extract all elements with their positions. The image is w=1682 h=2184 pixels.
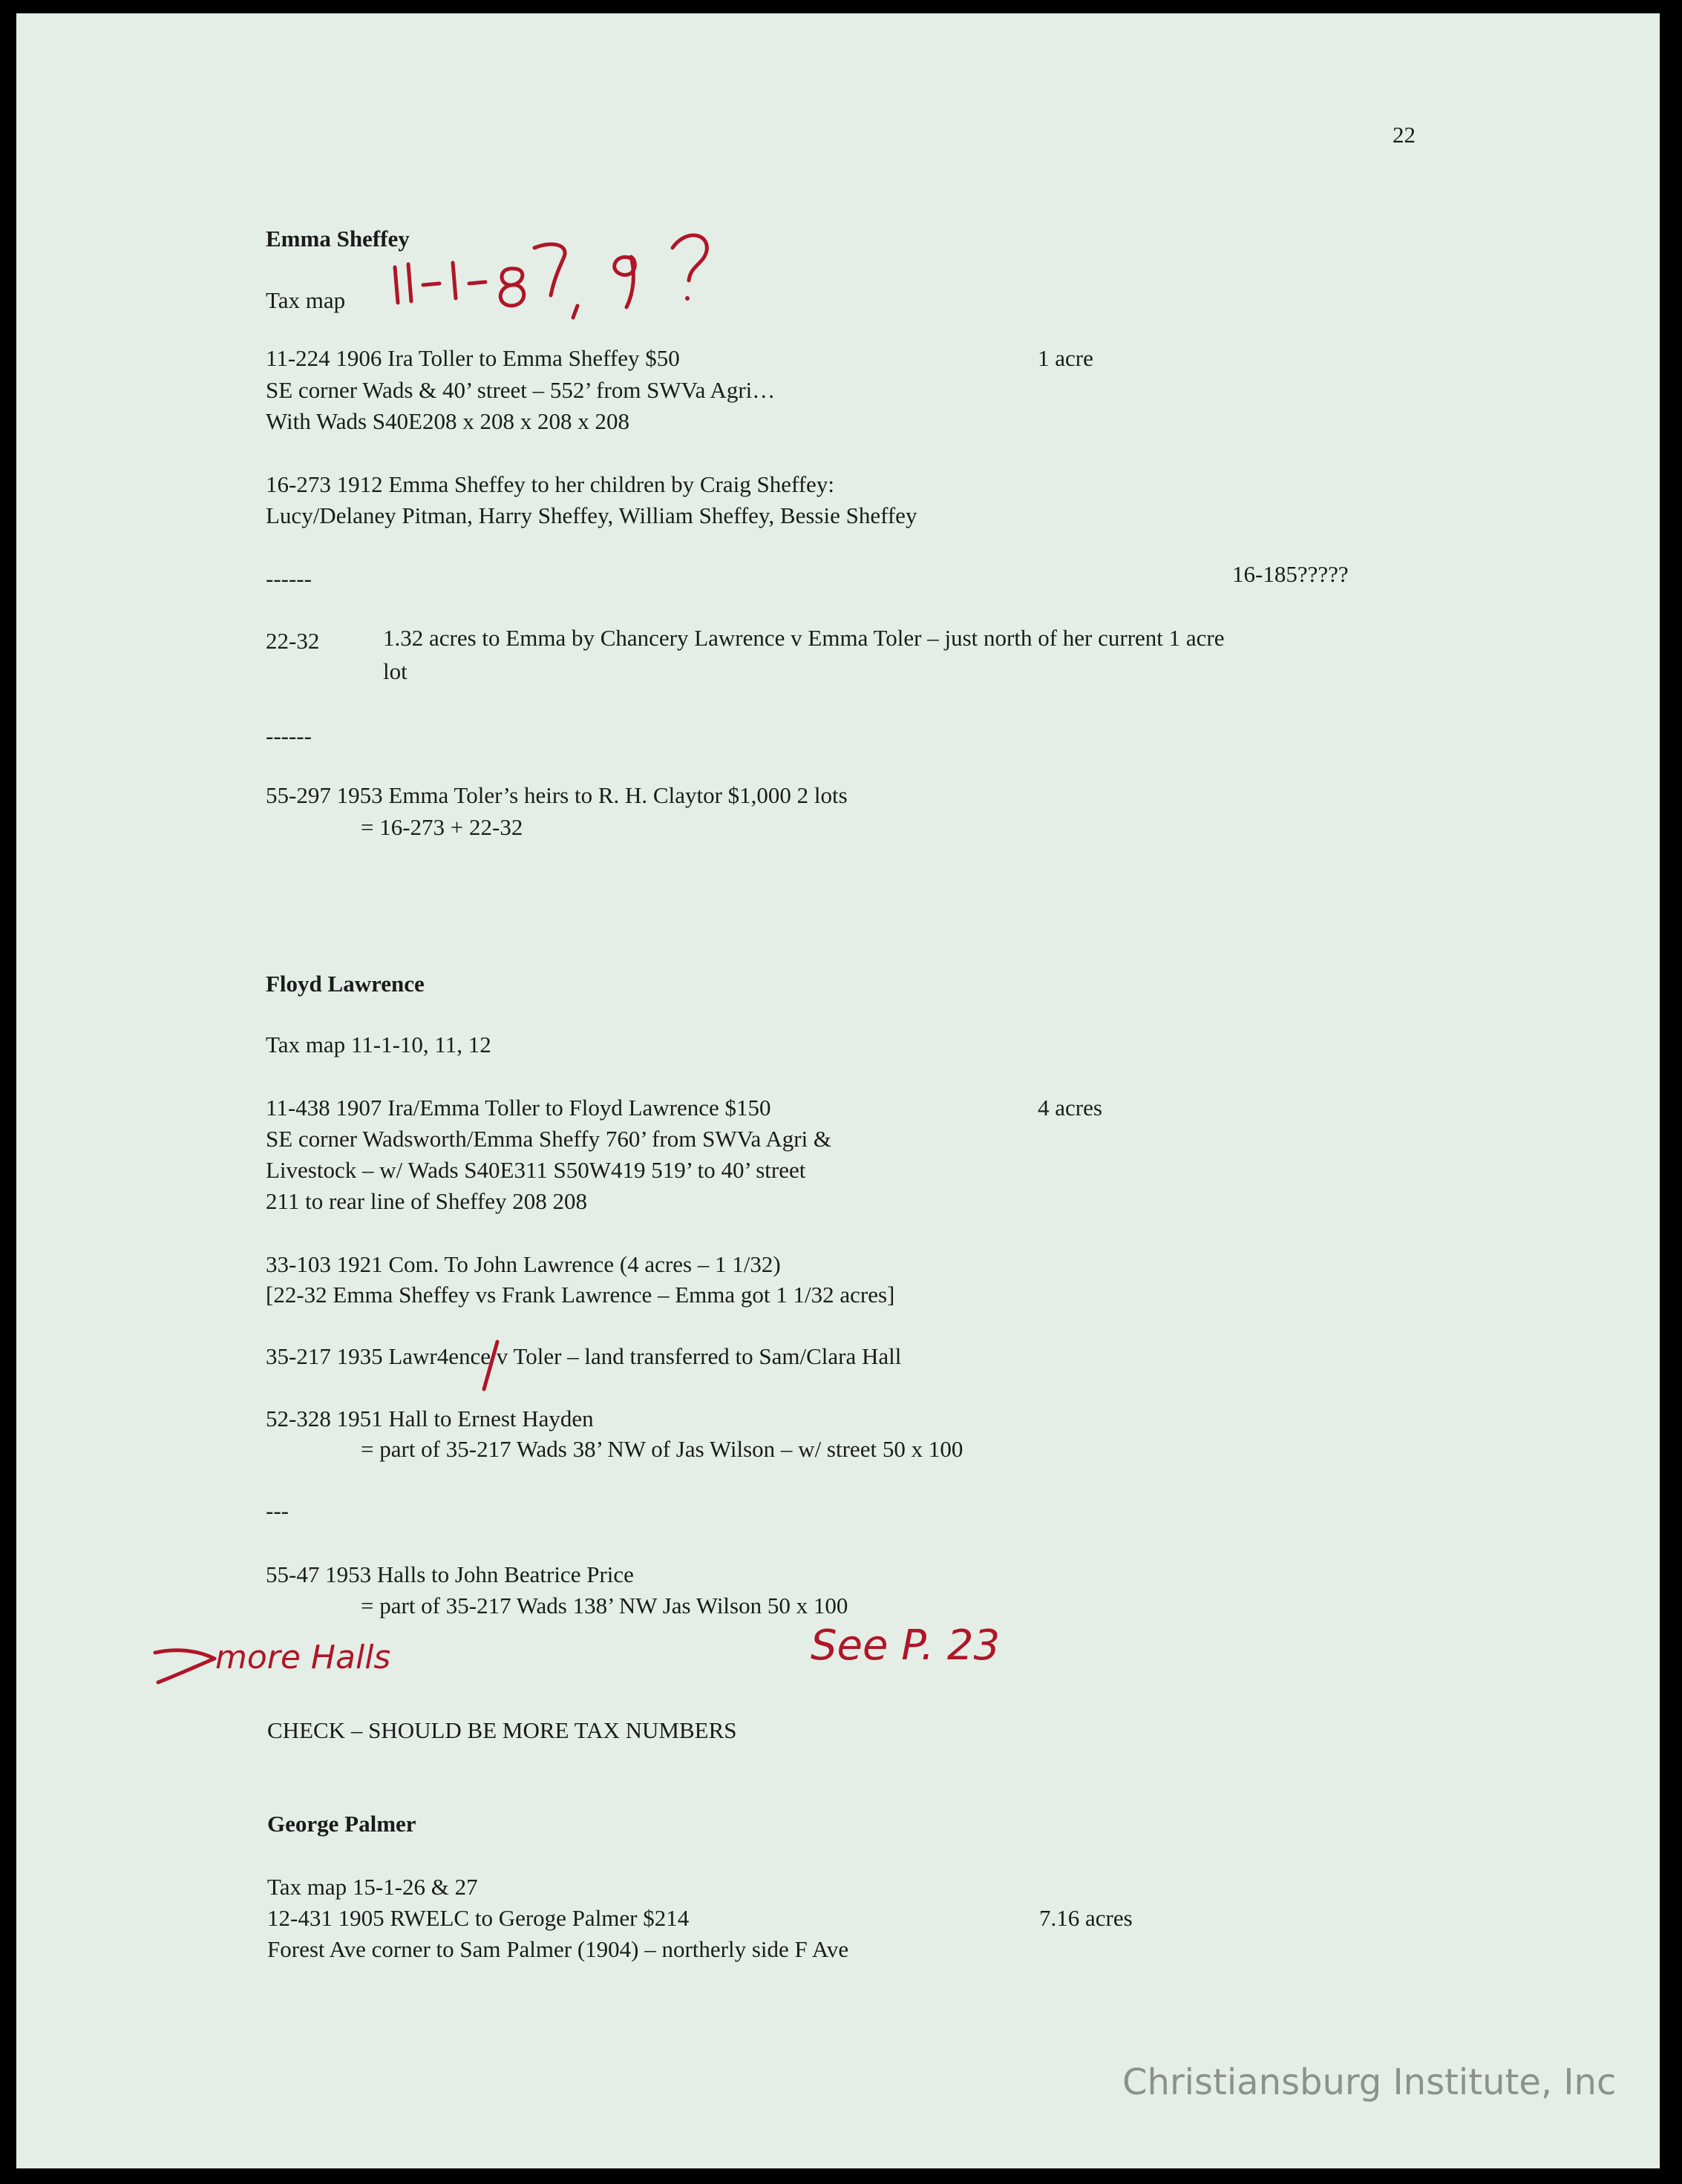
deed-line: SE corner Wadsworth/Emma Sheffy 760’ from SWVa Agri & <box>266 1126 832 1152</box>
check-note: CHECK – SHOULD BE MORE TAX NUMBERS <box>267 1717 737 1743</box>
deed-line: 35-217 1935 Lawr4ence v Toler – land transferred to Sam/Clara Hall <box>266 1343 902 1369</box>
deed-line: 11-224 1906 Ira Toller to Emma Sheffey $50 <box>266 345 680 371</box>
section-heading-george-palmer: George Palmer <box>267 1811 416 1837</box>
deed-line: 12-431 1905 RWELC to Geroge Palmer $214 <box>267 1905 690 1931</box>
watermark: Christiansburg Institute, Inc <box>1122 2062 1617 2103</box>
acreage-value: 7.16 acres <box>1039 1905 1133 1931</box>
section-heading-floyd-lawrence: Floyd Lawrence <box>266 971 425 997</box>
deed-line: SE corner Wads & 40’ street – 552’ from SWVa Agri… <box>266 377 776 403</box>
document-page <box>16 13 1660 2168</box>
deed-line: 11-438 1907 Ira/Emma Toller to Floyd Lawrence $150 <box>266 1095 771 1121</box>
deed-line: lot <box>383 658 408 684</box>
separator-dashes: --- <box>266 1498 289 1524</box>
deed-line: 16-273 1912 Emma Sheffey to her children by Craig Sheffey: <box>266 471 834 497</box>
deed-line: = part of 35-217 Wads 38’ NW of Jas Wilson – w/ street 50 x 100 <box>361 1436 963 1462</box>
deed-line: 33-103 1921 Com. To John Lawrence (4 acres – 1 1/32) <box>266 1251 781 1277</box>
handwritten-strike-mark <box>475 1336 505 1395</box>
deed-line: = 16-273 + 22-32 <box>361 814 523 840</box>
deed-line: Livestock – w/ Wads S40E311 S50W419 519’ to 40’ street <box>266 1157 806 1183</box>
deed-line: With Wads S40E208 x 208 x 208 x 208 <box>266 408 629 434</box>
tax-map-line: Tax map 11-1-10, 11, 12 <box>266 1032 491 1057</box>
page-number: 22 <box>1393 122 1416 148</box>
reference-number: 16-185????? <box>1232 561 1349 587</box>
handwritten-arrow-icon <box>152 1636 219 1688</box>
deed-line: 211 to rear line of Sheffey 208 208 <box>266 1188 588 1214</box>
acreage-value: 4 acres <box>1038 1095 1102 1121</box>
deed-line: 55-297 1953 Emma Toler’s heirs to R. H. Claytor $1,000 2 lots <box>266 782 848 808</box>
separator-dashes: ------ <box>266 565 312 591</box>
deed-line: 1.32 acres to Emma by Chancery Lawrence v Emma Toler – just north of her current 1 acre <box>383 625 1225 651</box>
handwritten-note-more-halls: more Halls <box>215 1639 391 1676</box>
tax-map-line: Tax map 15-1-26 & 27 <box>267 1874 478 1900</box>
section-heading-emma-sheffey: Emma Sheffey <box>266 226 410 252</box>
tax-map-label: Tax map <box>266 287 346 313</box>
deed-line: Forest Ave corner to Sam Palmer (1904) – northerly side F Ave <box>267 1936 849 1962</box>
acreage-value: 1 acre <box>1038 345 1093 371</box>
separator-dashes: ------ <box>266 723 312 749</box>
deed-line: 55-47 1953 Halls to John Beatrice Price <box>266 1561 634 1587</box>
deed-line: [22-32 Emma Sheffey vs Frank Lawrence – Emma got 1 1/32 acres] <box>266 1282 895 1308</box>
handwritten-tax-map-numbers <box>386 215 727 319</box>
deed-number: 22-32 <box>266 628 320 654</box>
deed-line: Lucy/Delaney Pitman, Harry Sheffey, William Sheffey, Bessie Sheffey <box>266 502 917 528</box>
deed-line: = part of 35-217 Wads 138’ NW Jas Wilson 50 x 100 <box>361 1593 848 1619</box>
handwritten-note-see-page: See P. 23 <box>811 1621 1001 1670</box>
deed-line: 52-328 1951 Hall to Ernest Hayden <box>266 1406 594 1432</box>
